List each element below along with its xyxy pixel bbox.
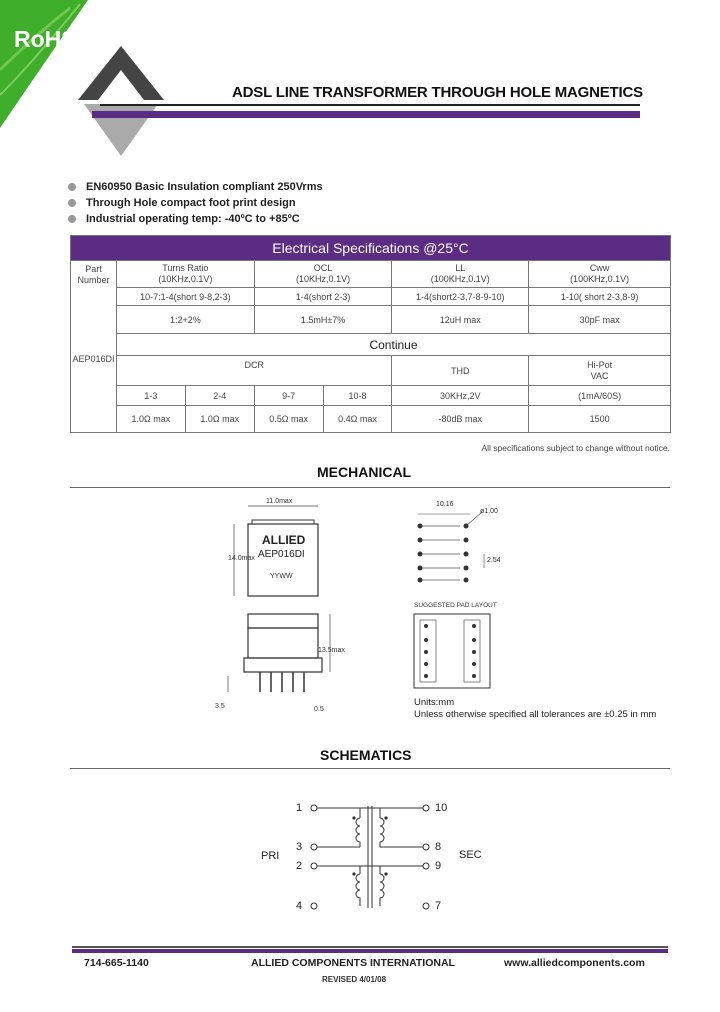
component-brand: ALLIED [262,533,306,547]
dim-width: 11.0max [266,498,293,505]
feature-item: EN60950 Basic Insulation compliant 250Vrms [68,179,323,195]
thd-header: THD [392,356,529,386]
footer-website[interactable]: www.alliedcomponents.com [504,957,645,969]
feature-item: Industrial operating temp: -40ºC to +85ºC [68,211,323,227]
schematics-rule [70,768,670,769]
dim-pin-dia: 0.5 [314,706,324,713]
title-rule [100,104,640,106]
dcr-value: 1.0Ω max [185,406,254,433]
pin-1-label: 1 [296,802,303,814]
value-ocl: 1.5mH±7% [254,306,392,334]
pad-layout-drawing [412,612,492,690]
component-part: AEP016DI [258,549,305,560]
col-header-turns: Turns Ratio (10KHz,0.1V) [116,261,254,288]
pin-7-label: 7 [435,900,442,912]
date-code: YYWW [270,573,293,580]
feature-item: Through Hole compact foot print design [68,195,323,211]
pin-9-label: 9 [435,860,442,872]
hipot-cond: (1mA/60S) [529,386,671,406]
dim-height: 14.0max [228,555,255,562]
schematic-drawing [300,796,440,916]
dcr-pin: 9-7 [254,386,323,406]
part-number-cell: Part Number AEP016DI [71,261,117,433]
footer-company: ALLIED COMPONENTS INTERNATIONAL [251,957,455,969]
dim-hole: ø1.00 [480,508,498,515]
dim-pin-len: 3.5 [215,703,225,710]
dim-pitch-row: 10.16 [436,501,454,508]
units-note: Units:mm Unless otherwise specified all tolerances are ±0.25 in mm [414,697,657,720]
col-header-ll: LL (100KHz,0.1V) [392,261,529,288]
pins-ocl: 1-4(short 2-3) [254,288,392,306]
hipot-value: 1500 [529,406,671,433]
col-header-cww: Cww (100KHz,0.1V) [529,261,671,288]
dcr-value: 0.4Ω max [323,406,392,433]
pin-3-label: 3 [296,841,303,853]
pins-ll: 1-4(short2-3,7-8-9-10) [392,288,529,306]
revised-date: REVISED 4/01/08 [322,975,387,984]
dcr-value: 0.5Ω max [254,406,323,433]
mechanical-title: MECHANICAL [317,464,412,480]
pin-10-label: 10 [435,802,448,814]
page-title: ADSL LINE TRANSFORMER THROUGH HOLE MAGNETICS [232,84,643,101]
feature-list [68,179,323,227]
dcr-value: 1.0Ω max [116,406,185,433]
bullet-icon [68,215,76,223]
dim-side: 13.5max [318,647,345,654]
pin-4-label: 4 [296,900,303,912]
col-header-ocl: OCL (10KHz,0.1V) [254,261,392,288]
mechanical-rule [70,487,670,488]
allied-logo [74,46,164,158]
continue-label: Continue [116,334,670,356]
side-view-drawing [214,612,344,722]
spec-note: All specifications subject to change without notice. [481,443,670,453]
spec-heading: Electrical Specifications @25°C [71,236,671,261]
dcr-header: DCR [116,356,391,386]
pad-layout-label: SUGGESTED PAD LAYOUT [414,602,497,609]
sec-label: SEC [459,849,482,861]
thd-cond: 30KHz,2V [392,386,529,406]
pri-label: PRI [261,850,280,862]
dcr-pin: 2-4 [185,386,254,406]
rohs-badge: RoHS [14,26,77,52]
pin-8-label: 8 [435,841,442,853]
value-cww: 30pF max [529,306,671,334]
dim-pitch: 2.54 [487,557,501,564]
pin-layout-drawing [410,500,520,590]
title-accent-bar [92,111,640,118]
bullet-icon [68,183,76,191]
value-ll: 12uH max [392,306,529,334]
schematics-title: SCHEMATICS [320,747,412,763]
part-number: AEP016DI [72,354,115,364]
hipot-header: Hi-Pot VAC [529,356,671,386]
value-turns: 1:2+2% [116,306,254,334]
pins-turns: 10-7:1-4(short 9-8,2-3) [116,288,254,306]
thd-value: -80dB max [392,406,529,433]
dcr-pin: 1-3 [116,386,185,406]
pins-cww: 1-10( short 2-3,8-9) [529,288,671,306]
dcr-pin: 10-8 [323,386,392,406]
pin-2-label: 2 [296,860,303,872]
footer-phone: 714-665-1140 [84,957,149,969]
footer-rule [72,946,668,948]
footer-accent-bar [72,949,668,953]
electrical-spec-table [70,235,671,433]
bullet-icon [68,199,76,207]
